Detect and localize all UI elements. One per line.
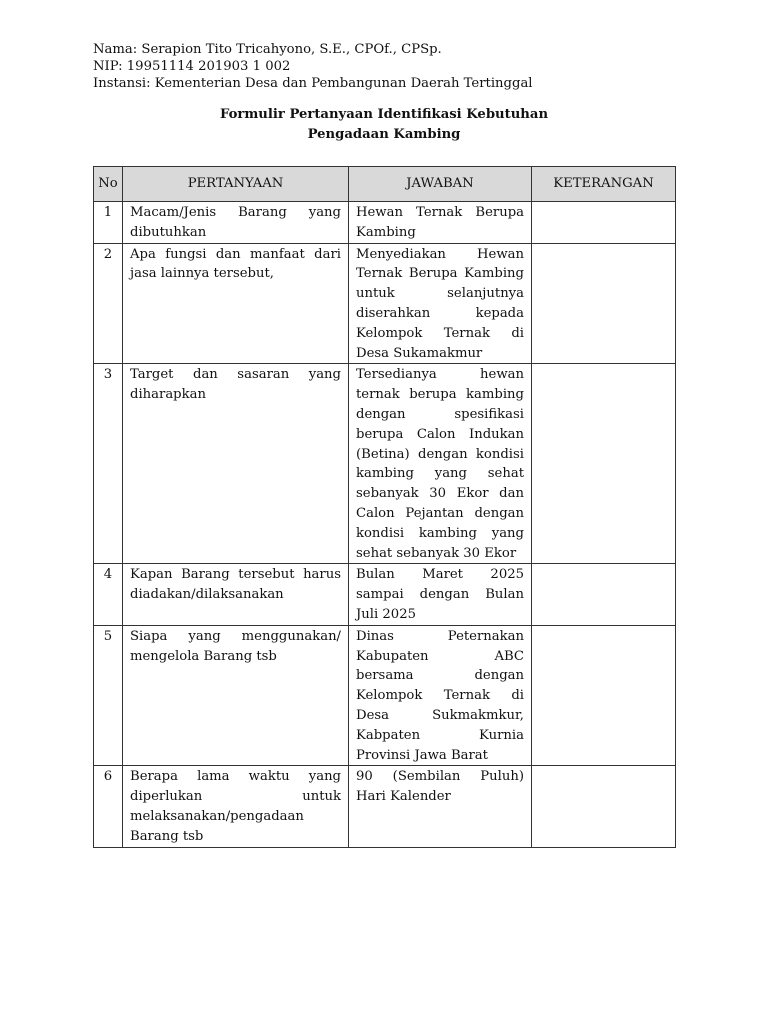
answer-cell: Dinas Peternakan Kabupaten ABC bersama dengan Kelompok Ternak di Desa Sukmakmkur, Kabpaten Kurnia Provinsi Jawa Barat	[349, 625, 532, 766]
answer-cell: Menyediakan Hewan Ternak Berupa Kambing untuk selanjutnya diserahkan kepada Kelompok Ternak di Desa Sukamakmur	[349, 243, 532, 364]
question-cell: Target dan sasaran yang diharapkan	[123, 364, 349, 564]
table-header-row	[94, 167, 676, 202]
table-row	[94, 202, 676, 244]
table-row	[94, 766, 676, 847]
remarks-cell	[532, 625, 676, 766]
table-row	[94, 243, 676, 364]
row-number: 2	[94, 243, 123, 364]
remarks-cell	[532, 202, 676, 244]
question-cell: Kapan Barang tersebut harus diadakan/dilaksanakan	[123, 564, 349, 625]
question-table	[93, 166, 676, 848]
name-line: Nama: Serapion Tito Tricahyono, S.E., CPOf., CPSp.	[93, 42, 442, 57]
table-row	[94, 625, 676, 766]
remarks-cell	[532, 766, 676, 847]
header-jawaban: JAWABAN	[349, 167, 532, 202]
form-title-line-2: Pengadaan Kambing	[307, 127, 461, 142]
row-number: 4	[94, 564, 123, 625]
question-cell: Apa fungsi dan manfaat dari jasa lainnya tersebut,	[123, 243, 349, 364]
answer-cell: Tersedianya hewan ternak berupa kambing dengan spesifikasi berupa Calon Indukan (Betina) dengan kondisi kambing yang sehat sebanyak 30 Ekor dan Calon Pejantan dengan kondisi kambing yang sehat sebanyak 30 Ekor	[349, 364, 532, 564]
remarks-cell	[532, 564, 676, 625]
nip-line: NIP: 19951114 201903 1 002	[93, 59, 291, 74]
row-number: 6	[94, 766, 123, 847]
row-number: 5	[94, 625, 123, 766]
header-pertanyaan: PERTANYAAN	[123, 167, 349, 202]
form-title-line-1: Formulir Pertanyaan Identifikasi Kebutuhan	[219, 107, 549, 122]
institution-line: Instansi: Kementerian Desa dan Pembangunan Daerah Tertinggal	[93, 76, 533, 91]
remarks-cell	[532, 243, 676, 364]
question-cell: Macam/Jenis Barang yang dibutuhkan	[123, 202, 349, 244]
answer-cell: Bulan Maret 2025 sampai dengan Bulan Juli 2025	[349, 564, 532, 625]
header-no: No	[94, 167, 123, 202]
form-title	[93, 105, 675, 145]
question-cell: Berapa lama waktu yang diperlukan untuk melaksanakan/pengadaan Barang tsb	[123, 766, 349, 847]
table-row	[94, 364, 676, 564]
row-number: 1	[94, 202, 123, 244]
question-cell: Siapa yang menggunakan/ mengelola Barang tsb	[123, 625, 349, 766]
identity-header	[93, 41, 533, 92]
header-keterangan: KETERANGAN	[532, 167, 676, 202]
row-number: 3	[94, 364, 123, 564]
answer-cell: Hewan Ternak Berupa Kambing	[349, 202, 532, 244]
table-row	[94, 564, 676, 625]
remarks-cell	[532, 364, 676, 564]
answer-cell: 90 (Sembilan Puluh) Hari Kalender	[349, 766, 532, 847]
